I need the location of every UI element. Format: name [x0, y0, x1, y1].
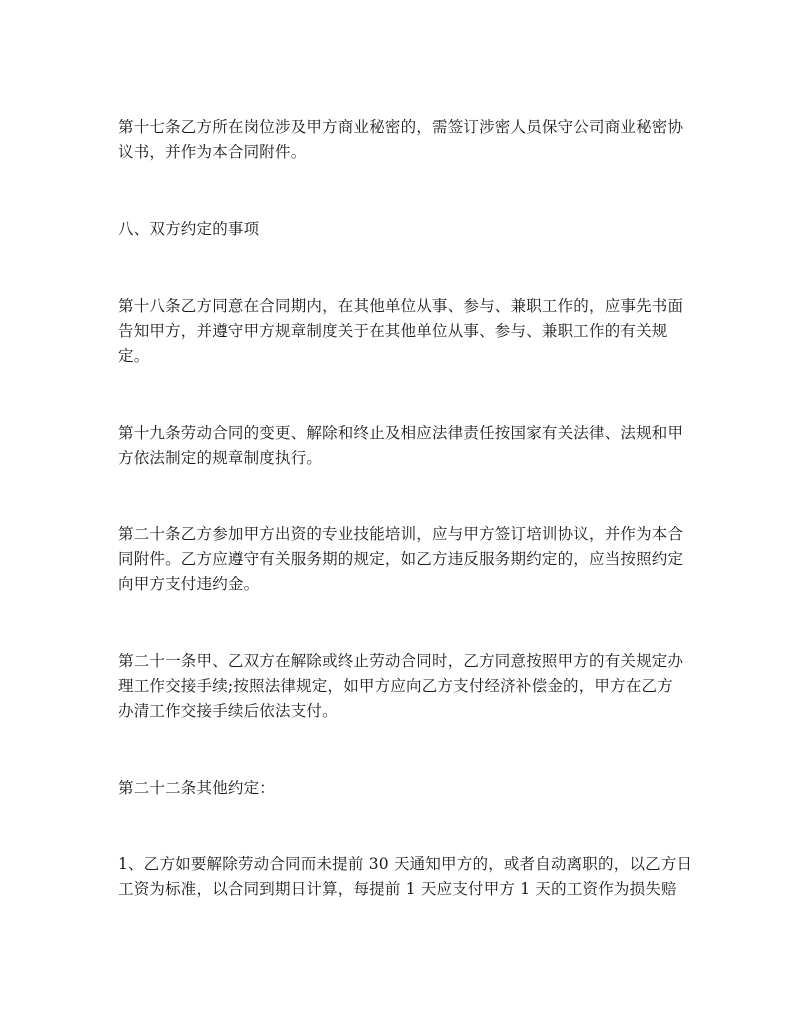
text-line: 第十九条劳动合同的变更、解除和终止及相应法律责任按国家有关法律、法规和甲 — [118, 424, 684, 442]
text-line: 告知甲方，并遵守甲方规章制度关于在其他单位从事、参与、兼职工作的有关规 — [118, 322, 668, 340]
article-18-paragraph — [118, 294, 684, 369]
text-line: 理工作交接手续;按照法律规定，如甲方应向乙方支付经济补偿金的，甲方在乙方 — [118, 677, 673, 695]
text-line: 方依法制定的规章制度执行。 — [118, 449, 323, 467]
article-22-paragraph — [118, 776, 678, 801]
article-19-paragraph — [118, 421, 684, 471]
article-22-item-1-paragraph — [118, 852, 693, 902]
text-line: 工资为标准，以合同到期日计算，每提前 1 天应支付甲方 1 天的工资作为损失赔 — [118, 880, 677, 898]
text-line: 第二十条乙方参加甲方出资的专业技能培训，应与甲方签订培训协议，并作为本合 — [118, 525, 684, 543]
text-line: 定。 — [118, 347, 150, 365]
text-line: 八、双方约定的事项 — [118, 220, 260, 238]
text-line: 第十八条乙方同意在合同期内，在其他单位从事、参与、兼职工作的，应事先书面 — [118, 297, 684, 315]
text-line: 办清工作交接手续后依法支付。 — [118, 702, 338, 720]
text-line: 第二十一条甲、乙双方在解除或终止劳动合同时，乙方同意按照甲方的有关规定办 — [118, 652, 684, 670]
article-17-paragraph — [118, 115, 684, 165]
section-heading — [118, 217, 678, 242]
text-line: 向甲方支付违约金。 — [118, 575, 260, 593]
text-line: 同附件。乙方应遵守有关服务期的规定，如乙方违反服务期约定的，应当按照约定 — [118, 550, 684, 568]
article-20-paragraph — [118, 522, 684, 597]
text-line: 第二十二条其他约定： — [118, 779, 276, 797]
article-21-paragraph — [118, 649, 684, 724]
text-line: 议书，并作为本合同附件。 — [118, 143, 307, 161]
text-line: 1、乙方如要解除劳动合同而未提前 30 天通知甲方的，或者自动离职的，以乙方日 — [118, 855, 693, 873]
text-line: 第十七条乙方所在岗位涉及甲方商业秘密的，需签订涉密人员保守公司商业秘密协 — [118, 118, 684, 136]
